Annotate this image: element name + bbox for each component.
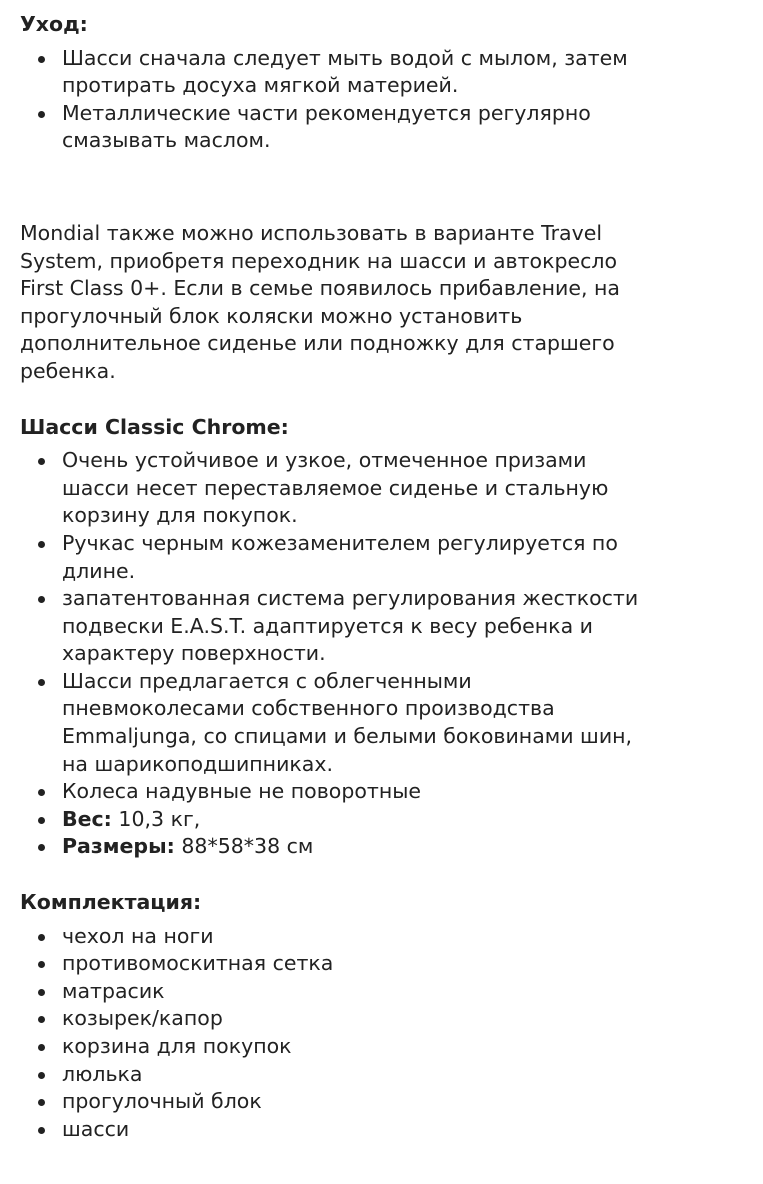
kit-list <box>20 923 650 1144</box>
list-item-size <box>62 833 650 861</box>
kit-title: Комплектация: <box>20 890 202 915</box>
list-item: корзина для покупок <box>62 1033 650 1061</box>
care-list <box>20 45 650 155</box>
list-item: прогулочный блок <box>62 1088 650 1116</box>
list-item: Шасси предлагается с облегченными пневмоколесами собственного производства Emmaljunga, со спицами и белыми боковинами шин, на шарикоподшипниках. <box>62 668 650 778</box>
list-item: Ручкас черным кожезаменителем регулируется по длине. <box>62 530 650 585</box>
chassis-list <box>20 447 650 861</box>
list-item: Шасси сначала следует мыть водой с мылом, затем протирать досуха мягкой материей. <box>62 45 650 100</box>
list-item: Колеса надувные не поворотные <box>62 778 650 806</box>
list-item: люлька <box>62 1061 650 1089</box>
size-value: 88*58*38 см <box>174 834 314 859</box>
weight-label: Вес: <box>62 806 112 831</box>
spacer <box>20 155 650 220</box>
intro-paragraph: Mondial также можно использовать в варианте Travel System, приобретя переходник на шасси и автокресло First Class 0+. Если в семье появилось прибавление, на прогулочный блок коляски можно установить дополнительное сиденье или подножку для старшего ребенка. <box>20 220 620 383</box>
list-item: Очень устойчивое и узкое, отмеченное призами шасси несет переставляемое сиденье и стальную корзину для покупок. <box>62 447 650 530</box>
list-item: запатентованная система регулирования жесткости подвески E.A.S.T. адаптируется к весу ребенка и характеру поверхности. <box>62 585 650 668</box>
spacer <box>20 861 650 889</box>
list-item: матрасик <box>62 978 650 1006</box>
spacer <box>20 386 650 414</box>
list-item: шасси <box>62 1116 650 1144</box>
list-item: противомоскитная сетка <box>62 950 650 978</box>
list-item: чехол на ноги <box>62 923 650 951</box>
list-item: козырек/капор <box>62 1005 650 1033</box>
weight-value: 10,3 кг, <box>111 806 201 831</box>
chassis-title: Шасси Classic Chrome: <box>20 414 289 439</box>
list-item-weight <box>62 806 650 834</box>
care-title: Уход: <box>20 12 88 36</box>
list-item: Металлические части рекомендуется регулярно смазывать маслом. <box>62 100 650 155</box>
size-label: Размеры: <box>62 834 175 859</box>
